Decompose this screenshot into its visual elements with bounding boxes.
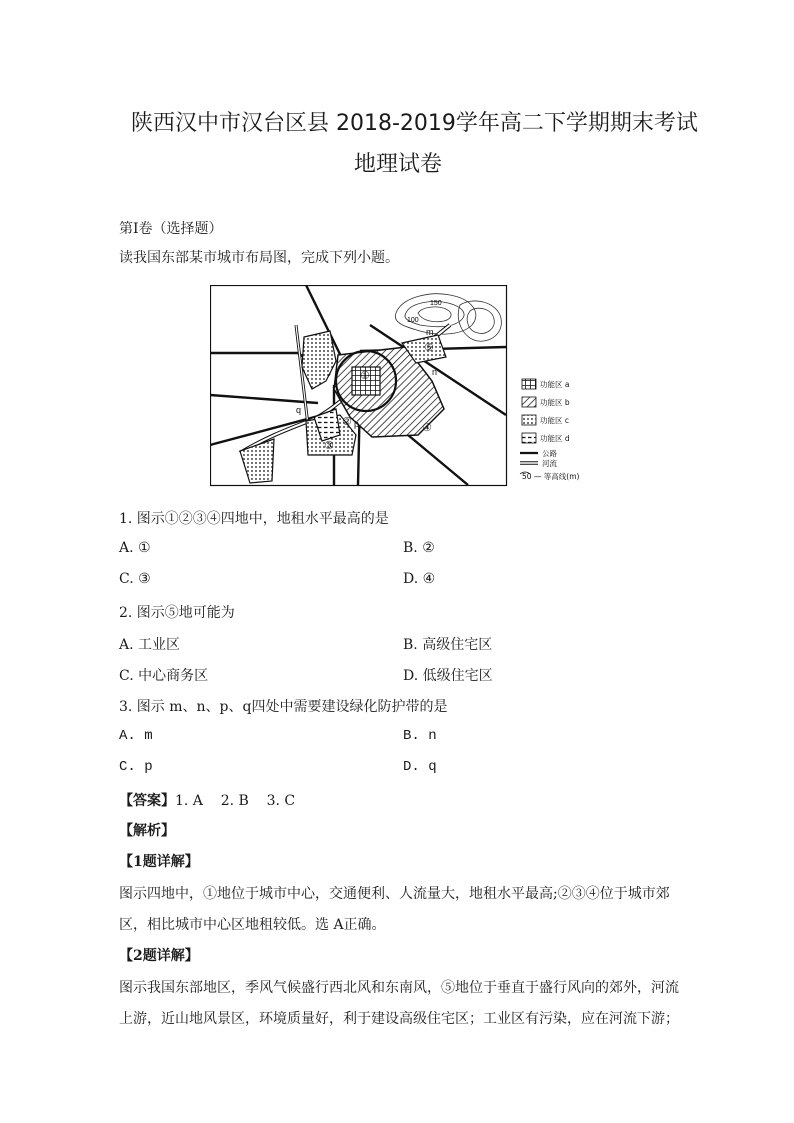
letter-n: n xyxy=(432,367,438,377)
legend-a: 功能区 a xyxy=(540,380,570,389)
question-3-stem: 3. 图示 m、n、p、q四处中需要建设绿化防护带的是 xyxy=(119,699,448,715)
q2-detail-line2: 上游，近山地风景区，环境质量好，利于建设高级住宅区；工业区有污染，应在河流下游； xyxy=(119,1011,679,1027)
answer-line xyxy=(119,790,295,810)
section-label: 第Ⅰ卷（选择题） xyxy=(119,221,223,237)
legend-c: 功能区 c xyxy=(540,416,570,425)
legend-d: 功能区 d xyxy=(540,434,570,443)
point-3-label: ③ xyxy=(324,439,334,452)
letter-p: p xyxy=(354,419,360,429)
question-2-option-a: A. 工业区 xyxy=(119,637,181,653)
intro-text: 读我国东部某市城市布局图，完成下列小题。 xyxy=(119,250,399,266)
q1-detail-line2: 区，相比城市中心区地租较低。选 A正确。 xyxy=(119,917,386,933)
question-3-option-c: C. p xyxy=(119,759,153,775)
answer-text: 1. A 2. B 3. C xyxy=(175,793,296,809)
point-5-label: ⑤ xyxy=(424,341,434,354)
city-layout-map xyxy=(210,285,600,488)
question-2-stem: 2. 图示⑤地可能为 xyxy=(119,605,235,621)
question-1-option-d: D. ④ xyxy=(403,571,436,587)
contour-label-100: 100 xyxy=(407,317,419,324)
q1-detail-line1: 图示四地中，①地位于城市中心，交通便利、人流量大，地租水平最高;②③④位于城市郊 xyxy=(119,886,670,902)
q2-detail-line1: 图示我国东部地区，季风气候盛行西北风和东南风，⑤地位于垂直于盛行风向的郊外，河流 xyxy=(119,980,679,996)
question-3-option-b: B. n xyxy=(403,728,437,744)
question-3-option-a: A. m xyxy=(119,728,153,744)
q1-detail-label: 【1题详解】 xyxy=(119,854,199,870)
map-legend xyxy=(520,379,580,481)
question-1-option-b: B. ② xyxy=(403,540,435,556)
point-1-label: ① xyxy=(360,369,370,382)
page-title: 陕西汉中市汉台区县 2018-2019学年高二下学期期末考试 xyxy=(131,111,698,136)
legend-contour: 50 — 等高线(m) xyxy=(522,472,580,481)
point-4-label: ④ xyxy=(422,421,432,434)
point-2-label: ② xyxy=(342,415,352,428)
question-1-option-c: C. ③ xyxy=(119,571,151,587)
question-1-option-a: A. ① xyxy=(119,540,151,556)
question-1-stem: 1. 图示①②③④四地中，地租水平最高的是 xyxy=(119,511,389,527)
legend-b: 功能区 b xyxy=(540,398,570,407)
letter-m: m xyxy=(426,327,434,337)
legend-road: 公路 xyxy=(542,449,557,458)
legend-river: 河流 xyxy=(542,459,557,468)
contour-label-150: 150 xyxy=(430,300,442,307)
question-3-option-d: D. q xyxy=(403,759,437,775)
letter-q: q xyxy=(296,405,302,415)
answer-label: 【答案】 xyxy=(119,793,175,809)
q2-detail-label: 【2题详解】 xyxy=(119,948,199,964)
question-2-option-d: D. 低级住宅区 xyxy=(403,668,493,684)
question-2-option-b: B. 高级住宅区 xyxy=(403,637,493,653)
analysis-label: 【解析】 xyxy=(119,823,175,839)
question-2-option-c: C. 中心商务区 xyxy=(119,668,209,684)
page-subtitle: 地理试卷 xyxy=(354,152,443,177)
